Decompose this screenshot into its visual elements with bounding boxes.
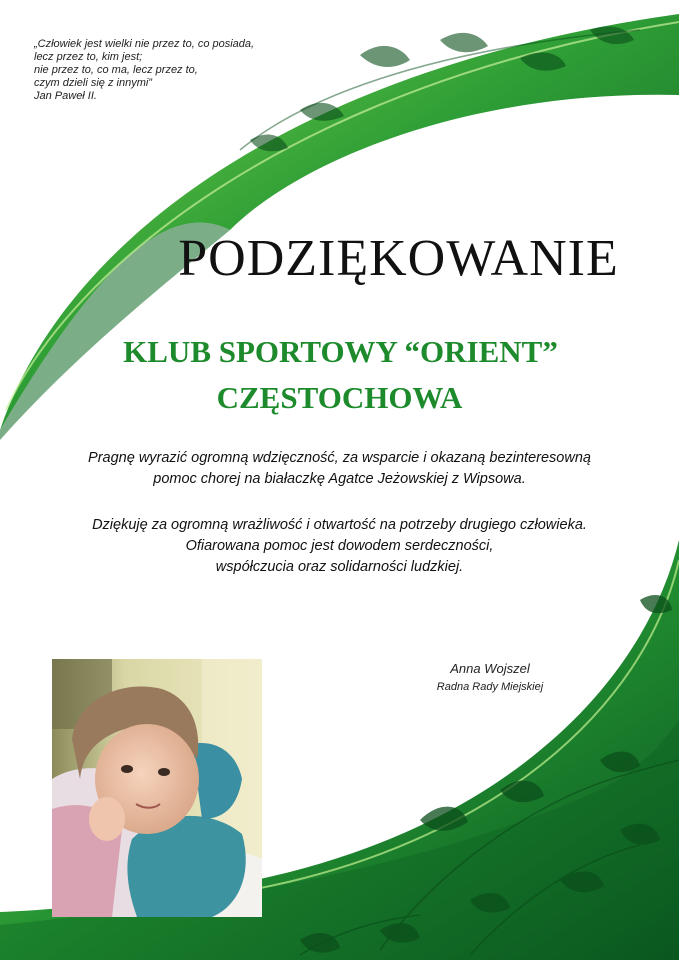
quote-line: nie przez to, co ma, lecz przez to, xyxy=(34,64,198,76)
child-photo-icon xyxy=(52,659,262,917)
quote-author: Jan Paweł II. xyxy=(34,90,97,102)
club-city: CZĘSTOCHOWA xyxy=(216,380,463,415)
paragraph-line: Dziękuję za ogromną wrażliwość i otwartość na potrzeby drugiego człowieka. xyxy=(92,517,587,533)
thanks-paragraph-1 xyxy=(0,448,679,490)
paragraph-line: Ofiarowana pomoc jest dowodem serdeczności, xyxy=(185,538,494,554)
paragraph-line: współczucia oraz solidarności ludzkiej. xyxy=(215,559,464,575)
thanks-paragraph-2 xyxy=(0,515,679,578)
signature-name: Anna Wojszel xyxy=(450,661,530,676)
paragraph-line: pomoc chorej na białaczkę Agatce Jeżowskiej z Wipsowa. xyxy=(153,471,526,487)
signature-role: Radna Rady Miejskiej xyxy=(436,681,544,693)
quote-line: „Człowiek jest wielki nie przez to, co posiada, xyxy=(34,38,255,50)
john-paul-quote xyxy=(34,38,334,103)
club-name: KLUB SPORTOWY “ORIENT” xyxy=(123,334,558,369)
quote-line: czym dzieli się z innymi” xyxy=(34,77,152,89)
paragraph-line: Pragnę wyrazić ogromną wdzięczność, za wsparcie i okazaną bezinteresowną xyxy=(88,450,591,466)
quote-line: lecz przez to, kim jest; xyxy=(34,51,143,63)
page-title: PODZIĘKOWANIE xyxy=(178,230,619,287)
